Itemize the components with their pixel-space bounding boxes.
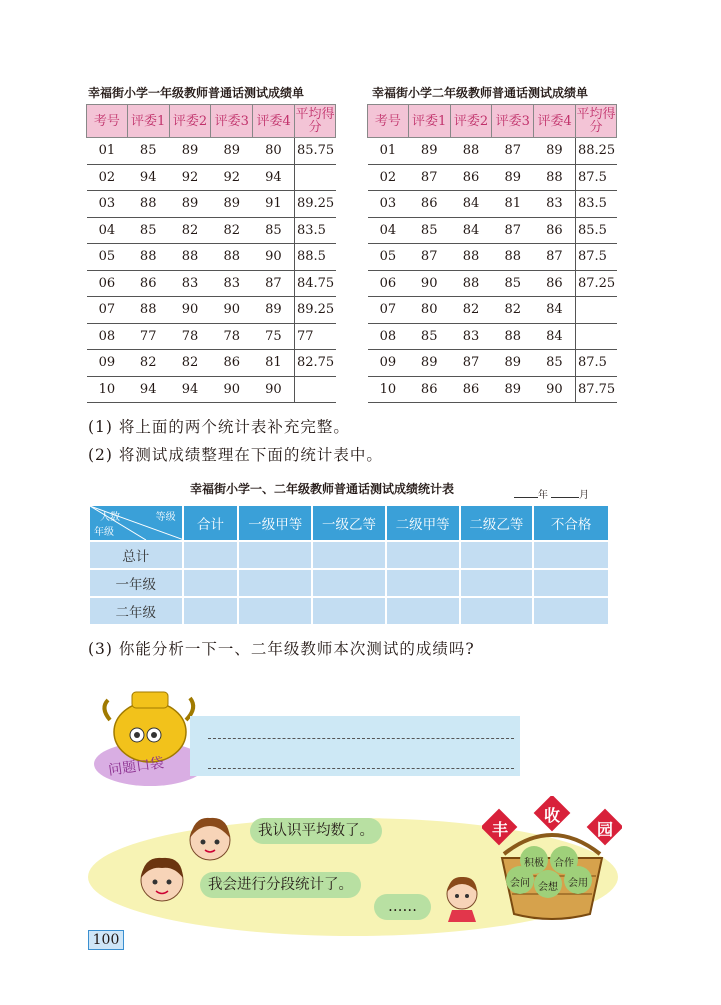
column-header: 一级乙等 xyxy=(312,505,386,541)
table-cell: 78 xyxy=(211,323,253,350)
table1-title: 幸福街小学一年级教师普通话测试成绩单 xyxy=(88,86,305,100)
table-cell: 88 xyxy=(492,323,534,350)
table-cell: 87 xyxy=(534,244,576,271)
stat-row xyxy=(89,569,609,597)
table-row xyxy=(368,323,617,350)
blank-cell[interactable] xyxy=(386,597,460,625)
table-cell: 94 xyxy=(253,164,295,191)
page-number: 100 xyxy=(88,930,124,950)
table-cell: 82 xyxy=(169,217,211,244)
table-cell: 09 xyxy=(87,350,128,377)
table-row xyxy=(87,297,336,324)
table-cell: 85 xyxy=(408,217,450,244)
table-cell: 86 xyxy=(450,376,492,403)
average-cell: 88.25 xyxy=(575,138,616,165)
blank-cell[interactable] xyxy=(533,597,609,625)
table-cell: 90 xyxy=(534,376,576,403)
average-cell: 87.5 xyxy=(575,350,616,377)
question-1: (1) 将上面的两个统计表补充完整。 xyxy=(88,418,350,436)
table-cell: 82 xyxy=(492,297,534,324)
table-cell: 86 xyxy=(127,270,169,297)
grade1-score-table xyxy=(86,104,336,403)
blank-cell[interactable] xyxy=(460,541,534,569)
table-cell: 88 xyxy=(127,244,169,271)
average-cell: 83.5 xyxy=(575,191,616,218)
table-cell: 06 xyxy=(368,270,409,297)
blank-cell[interactable] xyxy=(386,541,460,569)
table-cell: 82 xyxy=(127,350,169,377)
table-cell: 84 xyxy=(534,297,576,324)
grade2-score-table xyxy=(367,104,617,403)
header-cell: 考号 xyxy=(368,105,409,138)
blank-cell[interactable] xyxy=(183,597,239,625)
table-cell: 90 xyxy=(253,244,295,271)
table-cell: 82 xyxy=(169,350,211,377)
pocket-label: 问题口袋 xyxy=(107,755,165,779)
header-cell: 评委4 xyxy=(253,105,295,138)
table-cell: 85 xyxy=(492,270,534,297)
table-row xyxy=(87,323,336,350)
boy-face-icon xyxy=(134,850,190,906)
fruit-label: 会想 xyxy=(538,882,558,893)
average-cell: 85.75 xyxy=(294,138,335,165)
table-cell: 88 xyxy=(127,297,169,324)
table-row xyxy=(368,350,617,377)
column-header: 二级乙等 xyxy=(460,505,534,541)
girl-avatar xyxy=(184,812,236,864)
table-cell: 87 xyxy=(253,270,295,297)
table-cell: 88 xyxy=(127,191,169,218)
table-row xyxy=(87,164,336,191)
harvest-garden xyxy=(482,796,622,926)
table-cell: 87 xyxy=(450,350,492,377)
column-header: 二级甲等 xyxy=(386,505,460,541)
blank-cell[interactable] xyxy=(460,597,534,625)
table-row xyxy=(87,270,336,297)
table-cell: 82 xyxy=(211,217,253,244)
table-cell: 86 xyxy=(450,164,492,191)
table-cell: 89 xyxy=(408,350,450,377)
blank-cell[interactable] xyxy=(238,541,312,569)
question-2: (2) 将测试成绩整理在下面的统计表中。 xyxy=(88,446,383,464)
table-cell: 87 xyxy=(408,244,450,271)
table-cell: 88 xyxy=(169,244,211,271)
corner-right-label: 等级 xyxy=(155,512,176,523)
row-label: 二年级 xyxy=(89,597,183,625)
table-row xyxy=(87,376,336,403)
table-header-row xyxy=(368,105,617,138)
table-cell: 05 xyxy=(368,244,409,271)
average-cell: 89.25 xyxy=(294,191,335,218)
table-cell: 90 xyxy=(253,376,295,403)
header-cell: 评委2 xyxy=(450,105,492,138)
sign-char: 园 xyxy=(597,820,614,839)
table-cell: 88 xyxy=(211,244,253,271)
average-cell: 83.5 xyxy=(294,217,335,244)
fruit-label: 积极 xyxy=(524,858,544,869)
blank-cell[interactable] xyxy=(460,569,534,597)
table-cell: 82 xyxy=(450,297,492,324)
table-cell: 07 xyxy=(368,297,409,324)
column-header: 合计 xyxy=(183,505,239,541)
table-cell: 01 xyxy=(87,138,128,165)
blank-cell[interactable] xyxy=(312,597,386,625)
table-row xyxy=(368,376,617,403)
table-cell: 01 xyxy=(368,138,409,165)
table-cell: 81 xyxy=(492,191,534,218)
small-girl-avatar xyxy=(440,872,484,922)
table-cell: 94 xyxy=(127,376,169,403)
speech-bubble-2: 我会进行分段统计了。 xyxy=(200,872,361,898)
table-cell: 08 xyxy=(368,323,409,350)
table-row xyxy=(368,270,617,297)
girl-face-icon xyxy=(184,812,236,864)
table-cell: 02 xyxy=(87,164,128,191)
average-cell[interactable] xyxy=(294,164,335,191)
table-cell: 78 xyxy=(169,323,211,350)
table-cell: 10 xyxy=(368,376,409,403)
table-cell: 88 xyxy=(534,164,576,191)
table-cell: 89 xyxy=(169,191,211,218)
table-cell: 10 xyxy=(87,376,128,403)
table-cell: 85 xyxy=(253,217,295,244)
table-cell: 02 xyxy=(368,164,409,191)
table-cell: 90 xyxy=(211,297,253,324)
average-cell: 87.5 xyxy=(575,244,616,271)
table-row xyxy=(87,191,336,218)
speech-bubble-3: …… xyxy=(374,894,431,920)
corner-cell xyxy=(89,505,183,541)
date-line xyxy=(514,486,589,501)
stat-row xyxy=(89,541,609,569)
fruit-label: 合作 xyxy=(554,858,574,869)
average-cell[interactable] xyxy=(294,376,335,403)
table-cell: 05 xyxy=(87,244,128,271)
corner-left-label: 年级 xyxy=(94,527,114,538)
table-cell: 84 xyxy=(450,191,492,218)
table-cell: 90 xyxy=(169,297,211,324)
corner-top-label: 人数 xyxy=(100,512,120,523)
average-cell: 87.75 xyxy=(575,376,616,403)
blank-cell[interactable] xyxy=(238,597,312,625)
table-cell: 89 xyxy=(253,297,295,324)
table-cell: 94 xyxy=(127,164,169,191)
table-cell: 83 xyxy=(211,270,253,297)
table-row xyxy=(368,217,617,244)
table-row xyxy=(87,138,336,165)
table-cell: 86 xyxy=(211,350,253,377)
answer-line xyxy=(208,738,514,739)
table-row xyxy=(368,191,617,218)
table-cell: 80 xyxy=(253,138,295,165)
column-header: 一级甲等 xyxy=(238,505,312,541)
average-cell: 87.5 xyxy=(575,164,616,191)
header-cell: 评委1 xyxy=(127,105,169,138)
table-cell: 92 xyxy=(169,164,211,191)
table-cell: 75 xyxy=(253,323,295,350)
table-cell: 89 xyxy=(534,138,576,165)
sign-char: 收 xyxy=(544,806,561,825)
fruit-label: 会问 xyxy=(510,878,530,889)
average-cell: 82.75 xyxy=(294,350,335,377)
table-cell: 86 xyxy=(408,376,450,403)
average-cell: 87.25 xyxy=(575,270,616,297)
table-cell: 89 xyxy=(408,138,450,165)
table-cell: 89 xyxy=(169,138,211,165)
table-cell: 84 xyxy=(450,217,492,244)
table-cell: 88 xyxy=(450,138,492,165)
answer-line xyxy=(208,768,514,769)
table-cell: 77 xyxy=(127,323,169,350)
average-cell: 85.5 xyxy=(575,217,616,244)
table-cell: 89 xyxy=(492,376,534,403)
table-cell: 06 xyxy=(87,270,128,297)
average-cell[interactable] xyxy=(575,297,616,324)
blank-cell[interactable] xyxy=(386,569,460,597)
boy-avatar xyxy=(134,850,190,906)
table-row xyxy=(87,217,336,244)
stat-row xyxy=(89,597,609,625)
table-cell: 88 xyxy=(450,244,492,271)
table-cell: 81 xyxy=(253,350,295,377)
table-cell: 89 xyxy=(211,138,253,165)
table-cell: 86 xyxy=(534,217,576,244)
row-label: 一年级 xyxy=(89,569,183,597)
row-label: 总计 xyxy=(89,541,183,569)
table-cell: 04 xyxy=(368,217,409,244)
table-cell: 88 xyxy=(492,244,534,271)
header-cell: 评委4 xyxy=(534,105,576,138)
table-cell: 94 xyxy=(169,376,211,403)
average-cell: 77 xyxy=(294,323,335,350)
table-cell: 84 xyxy=(534,323,576,350)
blank-cell[interactable] xyxy=(183,541,239,569)
table-cell: 09 xyxy=(368,350,409,377)
header-cell: 评委1 xyxy=(408,105,450,138)
blank-cell[interactable] xyxy=(238,569,312,597)
stat-header-row xyxy=(89,505,609,541)
table-row xyxy=(368,297,617,324)
table-cell: 88 xyxy=(450,270,492,297)
header-cell: 评委3 xyxy=(211,105,253,138)
header-cell: 考号 xyxy=(87,105,128,138)
speech-bubble-1: 我认识平均数了。 xyxy=(250,818,382,844)
table-cell: 87 xyxy=(408,164,450,191)
table-cell: 80 xyxy=(408,297,450,324)
table-header-row xyxy=(87,105,336,138)
table-cell: 89 xyxy=(211,191,253,218)
table-row xyxy=(368,164,617,191)
table-cell: 85 xyxy=(127,138,169,165)
table-cell: 89 xyxy=(492,350,534,377)
table-cell: 87 xyxy=(492,217,534,244)
header-cell: 评委2 xyxy=(169,105,211,138)
question-3: (3) 你能分析一下一、二年级教师本次测试的成绩吗? xyxy=(88,640,475,658)
average-cell: 84.75 xyxy=(294,270,335,297)
table-cell: 83 xyxy=(450,323,492,350)
table-cell: 90 xyxy=(211,376,253,403)
table-cell: 08 xyxy=(87,323,128,350)
table-cell: 04 xyxy=(87,217,128,244)
table-cell: 07 xyxy=(87,297,128,324)
table-cell: 89 xyxy=(492,164,534,191)
month-label: 月 xyxy=(579,490,589,501)
table-row xyxy=(87,244,336,271)
blank-cell[interactable] xyxy=(533,569,609,597)
table-cell: 86 xyxy=(534,270,576,297)
table-cell: 85 xyxy=(534,350,576,377)
table-row xyxy=(87,350,336,377)
average-cell: 88.5 xyxy=(294,244,335,271)
column-header: 不合格 xyxy=(533,505,609,541)
blank-cell[interactable] xyxy=(312,541,386,569)
table-cell: 86 xyxy=(408,191,450,218)
header-cell: 平均得分 xyxy=(575,105,616,138)
header-cell: 平均得分 xyxy=(294,105,335,138)
table-row xyxy=(368,244,617,271)
year-label: 年 xyxy=(538,490,548,501)
table-cell: 92 xyxy=(211,164,253,191)
blank-cell[interactable] xyxy=(183,569,239,597)
table-cell: 03 xyxy=(368,191,409,218)
blank-cell[interactable] xyxy=(533,541,609,569)
table-cell: 85 xyxy=(127,217,169,244)
table-cell: 87 xyxy=(492,138,534,165)
table-cell: 83 xyxy=(534,191,576,218)
fruit-label: 会用 xyxy=(568,878,588,889)
sign-char: 丰 xyxy=(492,820,509,839)
table-cell: 83 xyxy=(169,270,211,297)
table-cell: 90 xyxy=(408,270,450,297)
answer-box[interactable] xyxy=(190,716,520,776)
average-cell: 89.25 xyxy=(294,297,335,324)
table-cell: 85 xyxy=(408,323,450,350)
header-cell: 评委3 xyxy=(492,105,534,138)
table2-title: 幸福街小学二年级教师普通话测试成绩单 xyxy=(372,86,589,100)
table-row xyxy=(368,138,617,165)
small-girl-icon xyxy=(440,872,484,922)
blank-cell[interactable] xyxy=(312,569,386,597)
table-cell: 91 xyxy=(253,191,295,218)
stat-table-title: 幸福街小学一、二年级教师普通话测试成绩统计表 xyxy=(190,482,455,496)
stat-table xyxy=(88,504,610,626)
average-cell[interactable] xyxy=(575,323,616,350)
table-cell: 03 xyxy=(87,191,128,218)
